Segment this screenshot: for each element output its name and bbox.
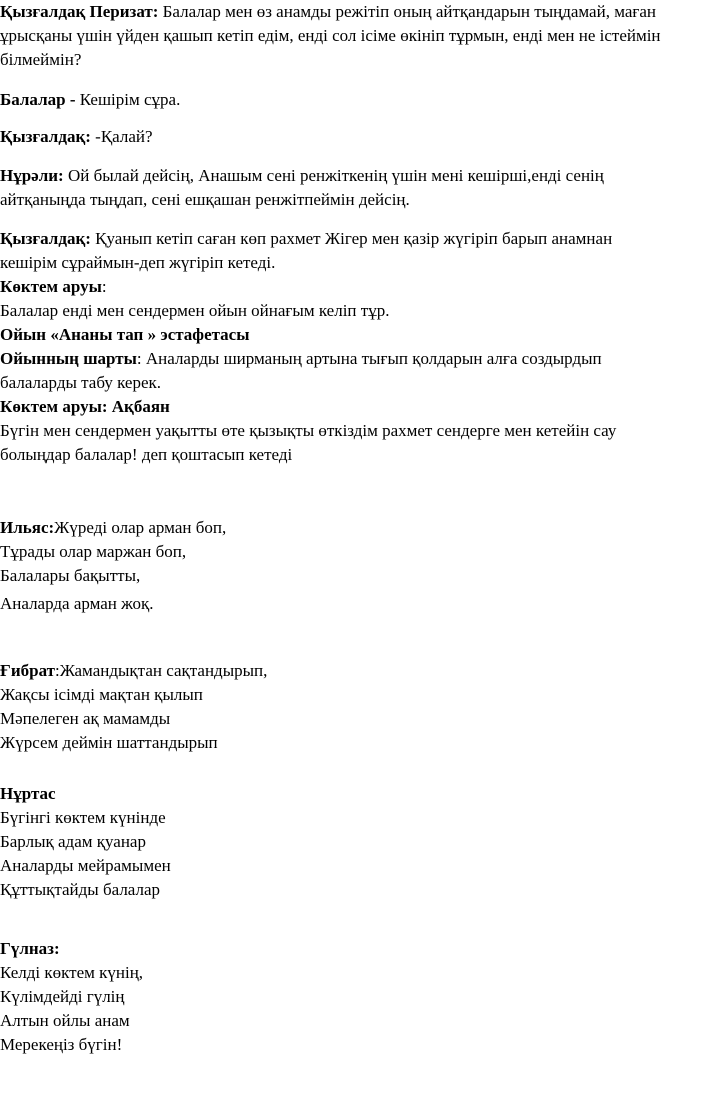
speaker-label: Балалар -: [0, 90, 76, 109]
poem-nurtas: [0, 782, 700, 902]
game-title: Ойын «Ананы тап » эстафетасы: [0, 325, 250, 344]
speaker-label: Көктем аруы: [0, 277, 102, 296]
speaker-label: Қызғалдақ:: [0, 127, 91, 146]
paragraph-text: : Аналарды ширманың артына тығып қолдарын алға создырдып: [136, 349, 602, 368]
paragraph-kyzgaldak-question: [0, 125, 700, 149]
paragraph-kyzgaldak-thanks: [0, 227, 700, 467]
paragraph-text: Балалар мен өз анамды режітіп оның айтқандарын тыңдамай, маған: [158, 2, 657, 21]
poem-gulnaz: [0, 937, 700, 1057]
paragraph-text: Кешірім сұра.: [75, 90, 181, 109]
poem-line: Мерекеңіз бүгін!: [0, 1035, 123, 1054]
speaker-label: Қызғалдақ Перизат:: [0, 2, 159, 21]
speaker-label: Қызғалдақ:: [0, 229, 91, 248]
paragraph-text: балаларды табу керек.: [0, 373, 162, 392]
paragraph-text: кешірім сұраймын-деп жүгіріп кетеді.: [0, 253, 276, 272]
poem-line: Тұрады олар маржан боп,: [0, 542, 187, 561]
paragraph-text: Бүгін мен сендермен уақытты өте қызықты өткіздім рахмет сендерге мен кетейін сау: [0, 421, 617, 440]
poem-line: Келді көктем күнің,: [0, 963, 144, 982]
poem-line: Барлық адам қуанар: [0, 832, 146, 851]
poem-line: Жүрсем деймін шаттандырып: [0, 733, 218, 752]
poem-line: Мәпелеген ақ мамамды: [0, 709, 171, 728]
paragraph-perizat: [0, 0, 700, 72]
paragraph-text: Қуанып кетіп саған көп рахмет Жігер мен қазір жүгіріп барып анамнан: [90, 229, 613, 248]
paragraph-text: -Қалай?: [90, 127, 153, 146]
speaker-label: Ильяс:: [0, 518, 55, 537]
speaker-label: Нұрәли:: [0, 166, 64, 185]
poem-line: Жақсы ісімді мақтан қылып: [0, 685, 203, 704]
paragraph-text: Балалар енді мен сендермен ойын ойнағым келіп тұр.: [0, 301, 390, 320]
speaker-label: Көктем аруы: Ақбаян: [0, 397, 170, 416]
paragraph-text: айтқаныңда тыңдап, сені ешқашан ренжітпеймін дейсің.: [0, 190, 410, 209]
paragraph-balalar: [0, 88, 700, 112]
speaker-label: Ойынның шарты: [0, 349, 137, 368]
speaker-label: Ғибрат: [0, 661, 55, 680]
paragraph-text: білмеймін?: [0, 50, 82, 69]
speaker-label: Нұртас: [0, 784, 56, 803]
poem-ilyas: [0, 516, 700, 616]
paragraph-text: болыңдар балалар! деп қоштасып кетеді: [0, 445, 293, 464]
poem-line: Алтын ойлы анам: [0, 1011, 130, 1030]
poem-line: Күлімдейді гүлің: [0, 987, 125, 1006]
paragraph-text: ұрысқаны үшін үйден қашып кетіп едім, енді сол ісіме өкініп тұрмын, енді мен не істеймін: [0, 26, 661, 45]
poem-line: Бүгінгі көктем күнінде: [0, 808, 166, 827]
poem-line: Құттықтайды балалар: [0, 880, 161, 899]
speaker-label: Гүлназ:: [0, 939, 60, 958]
paragraph-text: :: [101, 277, 107, 296]
poem-line: Аналарда арман жоқ.: [0, 594, 154, 613]
poem-line: Балалары бақытты,: [0, 566, 141, 585]
poem-line: Аналарды мейрамымен: [0, 856, 171, 875]
paragraph-text: Ой былай дейсің, Анашым сені ренжіткенің үшін мені кешірші,енді сенің: [63, 166, 604, 185]
paragraph-nurali: [0, 164, 700, 212]
poem-gibrat: [0, 659, 700, 755]
poem-line: Жүреді олар арман боп,: [54, 518, 227, 537]
poem-line: :Жамандықтан сақтандырып,: [54, 661, 268, 680]
